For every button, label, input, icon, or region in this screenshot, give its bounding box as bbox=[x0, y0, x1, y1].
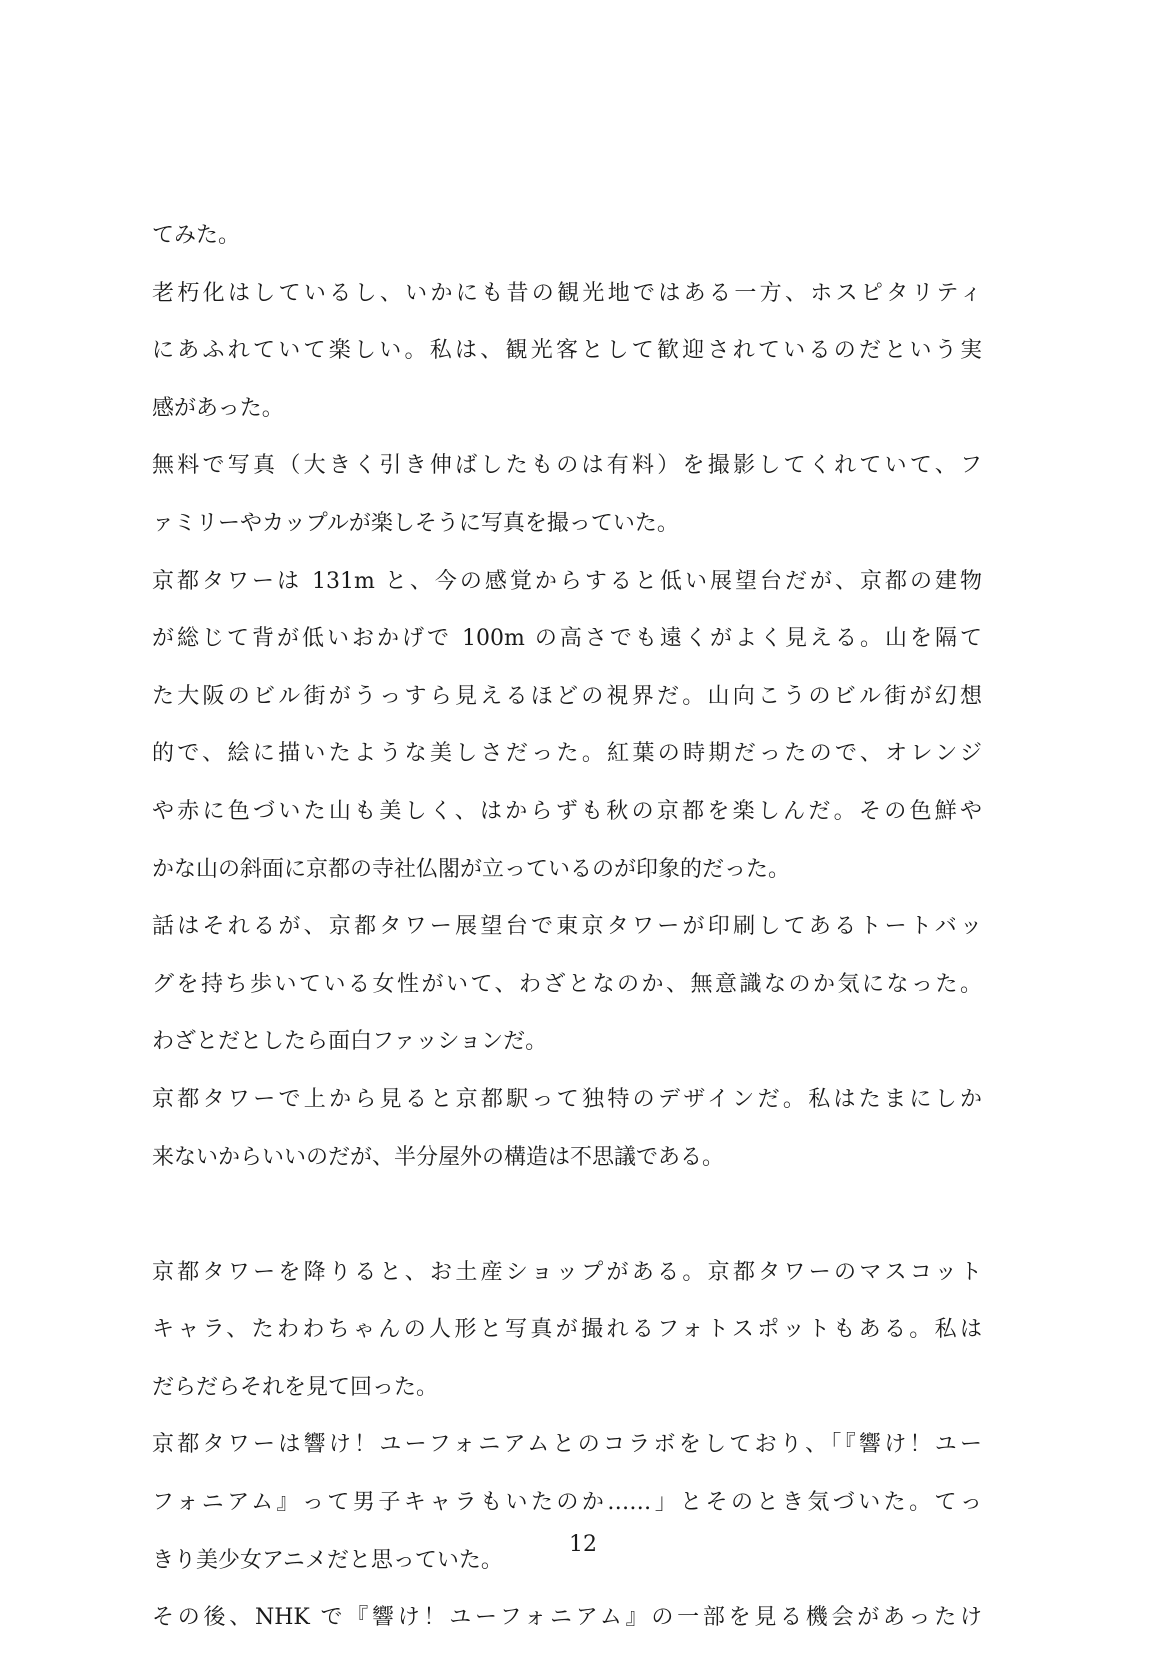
text-line: た大阪のビル街がうっすら見えるほどの視界だ。山向こうのビル街が幻想 bbox=[152, 683, 982, 709]
text-line: てみた。 bbox=[152, 223, 241, 248]
text-line: や赤に色づいた山も美しく、はからずも秋の京都を楽しんだ。その色鮮や bbox=[152, 798, 982, 824]
paragraph-break bbox=[152, 1186, 982, 1244]
text-line: キャラ、たわわちゃんの人形と写真が撮れるフォトスポットもある。私は bbox=[152, 1317, 982, 1343]
text-line: きり美少女アニメだと思っていた。 bbox=[152, 1547, 503, 1573]
text-line: 老朽化はしているし、いかにも昔の観光地ではある一方、ホスピタリティ bbox=[152, 280, 982, 306]
text-line: だらだらそれを見て回った。 bbox=[152, 1374, 439, 1400]
text-line: 京都タワーは響け！ユーフォニアムとのコラボをしており、「『響け！ユー bbox=[152, 1432, 982, 1458]
text-line: ァミリーやカップルが楽しそうに写真を撮っていた。 bbox=[152, 510, 679, 536]
text-line: 京都タワーで上から見ると京都駅って独特のデザインだ。私はたまにしか bbox=[152, 1086, 982, 1112]
text-line: にあふれていて楽しい。私は、観光客として歓迎されているのだという実 bbox=[152, 338, 982, 364]
text-line: が総じて背が低いおかげで 100m の高さでも遠くがよく見える。山を隔て bbox=[152, 626, 982, 652]
text-line: かな山の斜面に京都の寺社仏閣が立っているのが印象的だった。 bbox=[152, 856, 791, 882]
page-number: 12 bbox=[569, 1532, 597, 1557]
text-line: フォニアム』って男子キャラもいたのか……」とそのとき気づいた。てっ bbox=[152, 1490, 982, 1516]
text-line: グを持ち歩いている女性がいて、わざとなのか、無意識なのか気になった。 bbox=[152, 971, 982, 997]
text-line: その後、NHK で『響け！ユーフォニアム』の一部を見る機会があったけ bbox=[152, 1605, 982, 1631]
text-line: わざとだとしたら面白ファッションだ。 bbox=[152, 1029, 548, 1055]
text-line: 無料で写真（大きく引き伸ばしたものは有料）を撮影してくれていて、フ bbox=[152, 453, 982, 479]
text-line: 京都タワーは 131m と、今の感覚からすると低い展望台だが、京都の建物 bbox=[152, 568, 982, 594]
text-line: 話はそれるが、京都タワー展望台で東京タワーが印刷してあるトートバッ bbox=[152, 914, 982, 940]
body-text bbox=[152, 207, 982, 1647]
text-line: 京都タワーを降りると、お土産ショップがある。京都タワーのマスコット bbox=[152, 1259, 982, 1285]
text-line: 的で、絵に描いたような美しさだった。紅葉の時期だったので、オレンジ bbox=[152, 741, 982, 767]
text-line: 来ないからいいのだが、半分屋外の構造は不思議である。 bbox=[152, 1144, 725, 1170]
text-line: 感があった。 bbox=[152, 395, 284, 421]
